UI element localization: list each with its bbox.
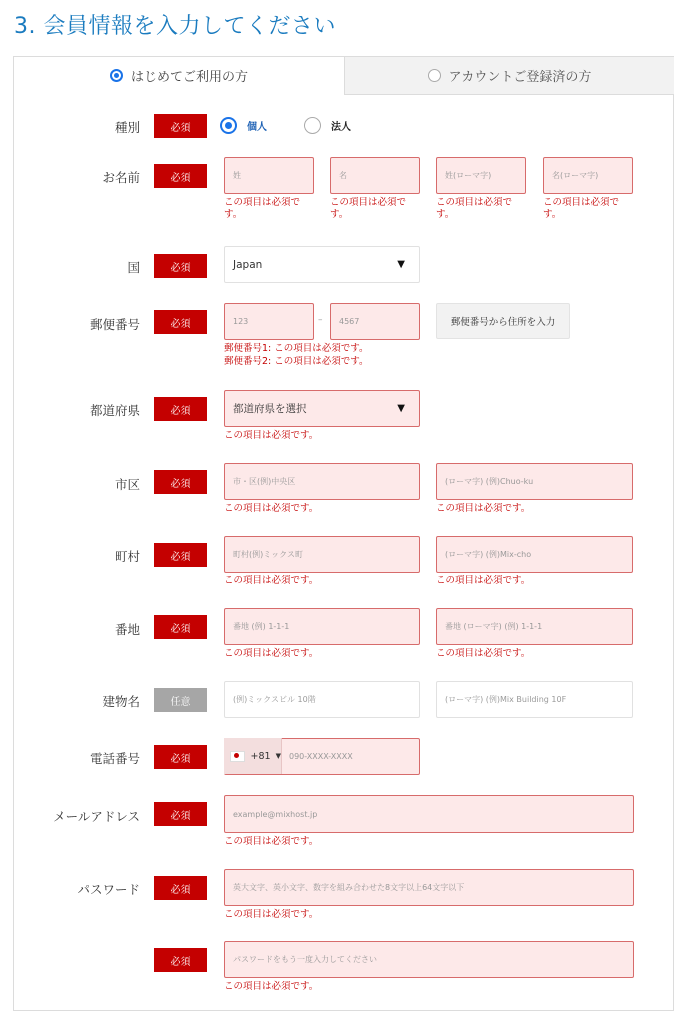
error-town-roman: この項目は必須です。 [436, 575, 531, 586]
country-label: 国 [127, 260, 140, 275]
city-roman-input[interactable]: (ローマ字) (例)Chuo-ku [436, 463, 633, 500]
city-input[interactable]: 市・区(例)中央区 [224, 463, 420, 500]
phone-input[interactable]: 090-XXXX-XXXX [224, 738, 420, 775]
error-password-confirm: この項目は必須です。 [224, 981, 319, 992]
dropdown-arrow-icon: ▼ [397, 402, 405, 414]
radio-registered-user[interactable] [428, 69, 441, 82]
error-address: この項目は必須です。 [224, 648, 319, 659]
phone-code-value: +81 [250, 750, 271, 762]
first-name-roman-input[interactable]: 名(ローマ字) [543, 157, 633, 194]
city-label: 市区 [114, 477, 140, 492]
error-postal-1: 郵便番号1: この項目は必須です。 [224, 343, 369, 354]
kind-individual-option[interactable] [220, 117, 267, 134]
address-input[interactable]: 番地 (例) 1-1-1 [224, 608, 420, 645]
phone-label: 電話番号 [89, 751, 140, 766]
error-postal-2: 郵便番号2: この項目は必須です。 [224, 356, 369, 367]
name-label: お名前 [102, 170, 140, 185]
required-badge: 必須 [154, 876, 207, 900]
optional-badge: 任意 [154, 688, 207, 712]
error-first-name-roman: この項目は必須です。 [543, 197, 620, 220]
required-badge: 必須 [154, 470, 207, 494]
required-badge: 必須 [154, 948, 207, 972]
town-roman-input[interactable]: (ローマ字) (例)Mix-cho [436, 536, 633, 573]
error-last-name-roman: この項目は必須です。 [436, 197, 513, 220]
postal-lookup-button[interactable]: 郵便番号から住所を入力 [436, 303, 570, 339]
required-badge: 必須 [154, 164, 207, 188]
building-label: 建物名 [102, 694, 140, 709]
building-roman-input[interactable]: (ローマ字) (例)Mix Building 10F [436, 681, 633, 718]
required-badge: 必須 [154, 397, 207, 421]
dropdown-arrow-icon: ▼ [397, 259, 405, 270]
first-name-input[interactable]: 名 [330, 157, 420, 194]
tab-registered-user[interactable] [344, 57, 674, 95]
kind-label: 種別 [114, 120, 140, 135]
error-city: この項目は必須です。 [224, 503, 319, 514]
country-code-selector[interactable] [224, 738, 282, 774]
postal-code-1-input[interactable]: 123 [224, 303, 314, 340]
address-roman-input[interactable]: 番地 (ローマ字) (例) 1-1-1 [436, 608, 633, 645]
kind-individual-label: 個人 [247, 122, 267, 133]
postal-label: 郵便番号 [89, 317, 140, 332]
chevron-down-icon: ▼ [275, 752, 281, 760]
error-email: この項目は必須です。 [224, 836, 319, 847]
kind-corporate-label: 法人 [331, 122, 351, 133]
required-badge: 必須 [154, 543, 207, 567]
tab-registered-user-label: アカウントご登録済の方 [448, 70, 592, 85]
error-address-roman: この項目は必須です。 [436, 648, 531, 659]
error-city-roman: この項目は必須です。 [436, 503, 531, 514]
japan-flag-icon [230, 751, 245, 762]
postal-code-2-input[interactable]: 4567 [330, 303, 420, 340]
postal-separator: – [318, 315, 323, 325]
last-name-roman-input[interactable]: 姓(ローマ字) [436, 157, 526, 194]
password-label: パスワード [77, 882, 140, 897]
radio-corporate[interactable] [304, 117, 321, 134]
email-input[interactable]: example@mixhost.jp [224, 795, 634, 833]
tab-new-user[interactable] [14, 57, 344, 94]
error-town: この項目は必須です。 [224, 575, 319, 586]
required-badge: 必須 [154, 745, 207, 769]
required-badge: 必須 [154, 114, 207, 138]
error-last-name: この項目は必須です。 [224, 197, 301, 220]
building-input[interactable]: (例)ミックスビル 10階 [224, 681, 420, 718]
required-badge: 必須 [154, 615, 207, 639]
country-value: Japan [233, 258, 263, 271]
town-label: 町村 [114, 549, 140, 564]
error-prefecture: この項目は必須です。 [224, 430, 319, 441]
required-badge: 必須 [154, 254, 207, 278]
error-password: この項目は必須です。 [224, 909, 319, 920]
address-label: 番地 [114, 622, 140, 637]
section-heading: 3. 会員情報を入力してください [14, 14, 336, 39]
prefecture-label: 都道府県 [89, 403, 140, 418]
town-input[interactable]: 町村(例)ミックス町 [224, 536, 420, 573]
kind-corporate-option[interactable] [304, 117, 351, 134]
radio-new-user[interactable] [110, 69, 123, 82]
tab-new-user-label: はじめてご利用の方 [130, 70, 248, 85]
prefecture-select[interactable] [224, 390, 420, 427]
country-select[interactable] [224, 246, 420, 283]
required-badge: 必須 [154, 802, 207, 826]
last-name-input[interactable]: 姓 [224, 157, 314, 194]
email-label: メールアドレス [53, 809, 140, 824]
required-badge: 必須 [154, 310, 207, 334]
password-confirm-input[interactable]: パスワードをもう一度入力してください [224, 941, 634, 978]
prefecture-value: 都道府県を選択 [233, 402, 307, 415]
password-input[interactable]: 英大文字、英小文字、数字を組み合わせた8文字以上64文字以下 [224, 869, 634, 906]
radio-individual[interactable] [220, 117, 237, 134]
error-first-name: この項目は必須です。 [330, 197, 407, 220]
